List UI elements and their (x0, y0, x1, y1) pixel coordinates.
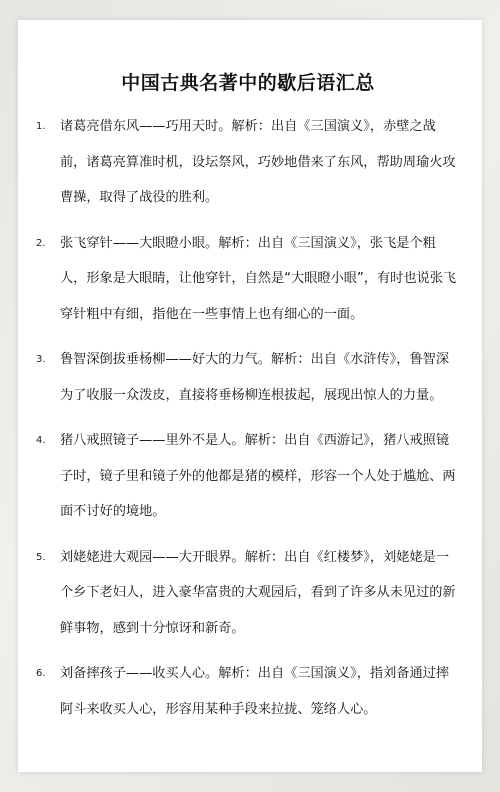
item-text: 猪八戒照镜子——里外不是人。解析：出自《西游记》，猪八戒照镜子时，镜子里和镜子外的他都是猪的模样，形容一个人处于尴尬、两面不讨好的境地。 (60, 433, 456, 519)
item-number: 3. (36, 354, 46, 365)
item-text: 刘姥姥进大观园——大开眼界。解析：出自《红楼梦》，刘姥姥是一个乡下老妇人，进入豪华富贵的大观园后，看到了许多从未见过的新鲜事物，感到十分惊讶和新奇。 (60, 549, 456, 636)
list-item (36, 656, 460, 727)
item-number: 4. (36, 435, 46, 446)
proverb-list (36, 109, 460, 727)
item-number: 2. (36, 237, 46, 249)
item-text: 鲁智深倒拔垂杨柳——好大的力气。解析：出自《水浒传》，鲁智深为了收服一众泼皮，直接将垂杨柳连根拔起，展现出惊人的力量。 (60, 352, 450, 403)
list-item (36, 342, 460, 413)
list-item (36, 109, 460, 216)
list-item (36, 423, 460, 530)
item-text: 张飞穿针——大眼瞪小眼。解析：出自《三国演义》，张飞是个粗人，形象是大眼睛，让他穿针，自然是“大眼瞪小眼”，有时也说张飞穿针粗中有细，指他在一些事情上也有细心的一面。 (60, 235, 457, 322)
item-number: 6. (36, 668, 46, 679)
document-title: 中国古典名著中的歇后语汇总 (121, 72, 375, 94)
document-page (18, 20, 482, 772)
item-text: 诸葛亮借东风——巧用天时。解析：出自《三国演义》，赤壁之战前，诸葛亮算准时机，设坛祭风，巧妙地借来了东风，帮助周瑜火攻曹操，取得了战役的胜利。 (60, 119, 456, 205)
item-number: 5. (36, 551, 46, 563)
list-item (36, 226, 460, 333)
item-number: 1. (36, 121, 46, 132)
list-item (36, 540, 460, 647)
item-text: 刘备摔孩子——收买人心。解析：出自《三国演义》，指刘备通过摔阿斗来收买人心，形容用某种手段来拉拢、笼络人心。 (60, 666, 450, 717)
